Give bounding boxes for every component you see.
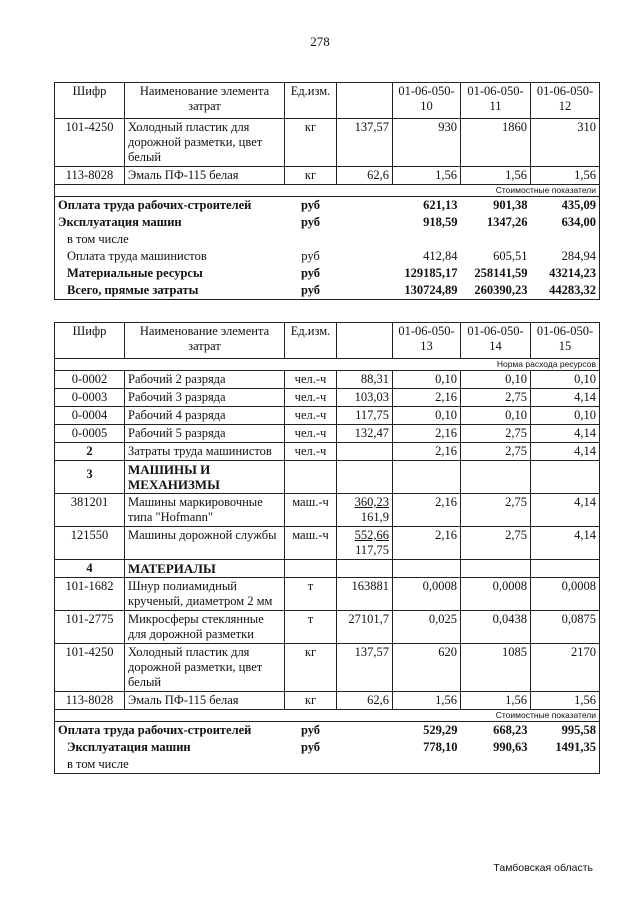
row-value-1: 930 [393, 119, 461, 167]
section-number: 3 [55, 461, 125, 494]
summary-unit: руб [285, 282, 337, 300]
row-name: Микросферы стеклянные для дорожной разметки [125, 611, 285, 644]
section-number: 4 [55, 560, 125, 578]
resource-table-1 [54, 82, 600, 300]
summary-row [55, 248, 600, 265]
row-code: 101-1682 [55, 578, 125, 611]
row-value-3: 4,14 [531, 425, 600, 443]
summary-name: Оплата труда машинистов [55, 248, 285, 265]
summary-row [55, 214, 600, 231]
table-row [55, 167, 600, 185]
row-value-1: 620 [393, 644, 461, 692]
summary-value-2: 668,23 [493, 723, 528, 737]
table-row [55, 578, 600, 611]
summary-name: в том числе [55, 756, 285, 774]
row-unit: чел.-ч [285, 407, 337, 425]
summary-value-2: 1347,26 [486, 215, 528, 229]
row-price: 137,57 [337, 119, 393, 167]
summary-unit: руб [300, 266, 321, 280]
summary-value-3: 634,00 [531, 214, 600, 231]
row-value-2: 2,75 [461, 425, 531, 443]
row-name: Эмаль ПФ-115 белая [125, 692, 285, 710]
machine-price: 360,23 [354, 495, 389, 509]
col-header-code: Шифр [55, 323, 125, 359]
row-value-3: 4,14 [531, 527, 600, 560]
summary-value-1: 918,59 [423, 215, 458, 229]
row-value-2: 1,56 [461, 692, 531, 710]
cost-indicators-label: Стоимостные показатели [393, 185, 600, 197]
summary-row [55, 282, 600, 300]
row-unit: т [285, 578, 337, 611]
row-name: Затраты труда машинистов [125, 443, 285, 461]
summary-row [55, 231, 600, 248]
table-row [55, 371, 600, 389]
operator-wage: 161,9 [360, 510, 389, 524]
row-price: 62,6 [337, 692, 393, 710]
table-row [55, 527, 600, 560]
row-value-2: 1860 [461, 119, 531, 167]
summary-value-3: 995,58 [531, 722, 600, 740]
summary-value-1: 129185,17 [404, 266, 458, 280]
summary-unit: руб [300, 215, 321, 229]
summary-row [55, 197, 600, 215]
separator-row [55, 185, 600, 197]
row-code: 101-2775 [55, 611, 125, 644]
summary-value-3: 43214,23 [531, 265, 600, 282]
summary-value-1: 621,13 [423, 198, 458, 212]
summary-row [55, 265, 600, 282]
table-header-row [55, 323, 600, 359]
col-header-unit: Ед.изм. [285, 323, 337, 359]
row-name: Рабочий 3 разряда [125, 389, 285, 407]
row-code: 0-0004 [55, 407, 125, 425]
summary-name: Эксплуатация машин [55, 739, 285, 756]
row-name: Машины дорожной службы [125, 527, 285, 560]
table-row [55, 494, 600, 527]
row-value-3: 310 [531, 119, 600, 167]
row-value-2: 0,10 [461, 407, 531, 425]
row-value-3: 1,56 [531, 167, 600, 185]
operator-wage: 117,75 [355, 543, 389, 557]
summary-value-1: 412,84 [423, 249, 458, 263]
row-price [337, 527, 393, 560]
cost-indicators-label: Стоимостные показатели [393, 710, 600, 722]
table-row [55, 407, 600, 425]
summary-value-3: 1491,35 [531, 739, 600, 756]
row-code: 0-0002 [55, 371, 125, 389]
row-code: 381201 [55, 494, 125, 527]
row-value-2: 1085 [461, 644, 531, 692]
table-row [55, 644, 600, 692]
row-unit: кг [285, 644, 337, 692]
section-title: МАШИНЫ И МЕХАНИЗМЫ [125, 461, 285, 494]
row-value-1: 2,16 [393, 425, 461, 443]
section-title: МАТЕРИАЛЫ [125, 560, 285, 578]
row-unit: кг [285, 692, 337, 710]
summary-value-2: 605,51 [493, 249, 528, 263]
row-unit: кг [285, 119, 337, 167]
col-header-code-13: 01-06-050-13 [393, 323, 461, 359]
row-value-2: 2,75 [461, 389, 531, 407]
row-value-1: 0,10 [393, 371, 461, 389]
summary-name: Материальные ресурсы [55, 265, 285, 282]
row-code: 0-0005 [55, 425, 125, 443]
row-name: Эмаль ПФ-115 белая [125, 167, 285, 185]
col-header-code: Шифр [55, 83, 125, 119]
row-value-1: 0,10 [393, 407, 461, 425]
row-value-1: 2,16 [393, 527, 461, 560]
row-name: Холодный пластик для дорожной разметки, цвет белый [125, 644, 285, 692]
row-value-1: 0,0008 [393, 578, 461, 611]
summary-row [55, 756, 600, 774]
table-row [55, 692, 600, 710]
row-value-1: 0,025 [393, 611, 461, 644]
summary-value-3: 435,09 [531, 197, 600, 215]
summary-unit: руб [301, 249, 320, 263]
table-row [55, 119, 600, 167]
col-header-code-14: 01-06-050-14 [461, 323, 531, 359]
row-name: Рабочий 2 разряда [125, 371, 285, 389]
summary-value-3: 44283,32 [531, 282, 600, 300]
row-price: 117,75 [337, 407, 393, 425]
summary-name: Эксплуатация машин [55, 214, 285, 231]
row-value-1: 1,56 [393, 167, 461, 185]
section-header-row [55, 560, 600, 578]
col-header-code-11: 01-06-050-11 [461, 83, 531, 119]
row-price [337, 494, 393, 527]
row-unit: чел.-ч [285, 389, 337, 407]
summary-value-3: 284,94 [531, 248, 600, 265]
row-unit: маш.-ч [285, 527, 337, 560]
row-code: 113-8028 [55, 167, 125, 185]
row-value-3: 0,10 [531, 371, 600, 389]
row-value-2: 1,56 [461, 167, 531, 185]
summary-row [55, 722, 600, 740]
row-value-1: 1,56 [393, 692, 461, 710]
row-value-3: 4,14 [531, 443, 600, 461]
row-price: 137,57 [337, 644, 393, 692]
row-price: 62,6 [337, 167, 393, 185]
col-header-name: Наименование элемента затрат [125, 323, 285, 359]
row-value-2: 0,0008 [461, 578, 531, 611]
summary-name: Оплата труда рабочих-строителей [55, 722, 285, 740]
summary-value-2: 260390,23 [461, 282, 531, 300]
table-row [55, 425, 600, 443]
summary-value-2: 901,38 [493, 198, 528, 212]
row-name: Рабочий 5 разряда [125, 425, 285, 443]
row-value-3: 1,56 [531, 692, 600, 710]
row-value-3: 2170 [531, 644, 600, 692]
footer-region: Тамбовская область [493, 862, 593, 874]
row-code: 0-0003 [55, 389, 125, 407]
table-row [55, 611, 600, 644]
table-row [55, 443, 600, 461]
row-unit: т [285, 611, 337, 644]
row-name: Холодный пластик для дорожной разметки, цвет белый [125, 119, 285, 167]
summary-unit: руб [300, 723, 321, 737]
summary-unit: руб [300, 740, 321, 754]
row-price: 27101,7 [337, 611, 393, 644]
row-unit: чел.-ч [285, 443, 337, 461]
summary-value-2: 990,63 [493, 740, 528, 754]
summary-value-1: 778,10 [423, 740, 458, 754]
row-code: 2 [55, 443, 125, 461]
separator-row [55, 359, 600, 371]
summary-name: Всего, прямые затраты [55, 282, 285, 300]
section-header-row [55, 461, 600, 494]
col-header-code-10: 01-06-050-10 [393, 83, 461, 119]
row-value-2: 2,75 [461, 527, 531, 560]
table-header-row [55, 83, 600, 119]
row-value-2: 0,10 [461, 371, 531, 389]
separator-row [55, 710, 600, 722]
summary-name: Оплата труда рабочих-строителей [55, 197, 285, 215]
col-header-code-15: 01-06-050-15 [531, 323, 600, 359]
norm-label: Норма расхода ресурсов [393, 359, 600, 371]
row-price: 103,03 [337, 389, 393, 407]
row-code: 121550 [55, 527, 125, 560]
col-header-unit: Ед.изм. [285, 83, 337, 119]
row-value-3: 0,0008 [531, 578, 600, 611]
row-value-2: 0,0438 [461, 611, 531, 644]
row-name: Машины маркировочные типа "Hofmann" [125, 494, 285, 527]
row-value-3: 0,10 [531, 407, 600, 425]
row-value-3: 0,0875 [531, 611, 600, 644]
col-header-name: Наименование элемента затрат [125, 83, 285, 119]
resource-table-2 [54, 322, 600, 774]
row-price: 132,47 [337, 425, 393, 443]
row-value-3: 4,14 [531, 494, 600, 527]
col-header-price [337, 83, 393, 119]
row-value-2: 2,75 [461, 443, 531, 461]
row-value-3: 4,14 [531, 389, 600, 407]
row-unit: чел.-ч [285, 425, 337, 443]
summary-value-2: 258141,59 [474, 266, 528, 280]
row-code: 113-8028 [55, 692, 125, 710]
col-header-price [337, 323, 393, 359]
row-unit: чел.-ч [285, 371, 337, 389]
row-value-1: 2,16 [393, 494, 461, 527]
row-value-1: 2,16 [393, 443, 461, 461]
page-number: 278 [310, 34, 330, 49]
row-code: 101-4250 [55, 119, 125, 167]
row-unit: маш.-ч [285, 494, 337, 527]
table-row [55, 389, 600, 407]
row-name: Шнур полиамидный крученый, диаметром 2 мм [125, 578, 285, 611]
col-header-code-12: 01-06-050-12 [531, 83, 600, 119]
row-name: Рабочий 4 разряда [125, 407, 285, 425]
machine-price: 552,66 [354, 528, 389, 542]
summary-unit: руб [300, 198, 321, 212]
row-unit: кг [285, 167, 337, 185]
row-price: 163881 [337, 578, 393, 611]
summary-row [55, 739, 600, 756]
row-price: 88,31 [337, 371, 393, 389]
row-value-2: 2,75 [461, 494, 531, 527]
summary-value-1: 130724,89 [393, 282, 461, 300]
row-value-1: 2,16 [393, 389, 461, 407]
summary-name: в том числе [55, 231, 285, 248]
summary-value-1: 529,29 [423, 723, 458, 737]
row-code: 101-4250 [55, 644, 125, 692]
